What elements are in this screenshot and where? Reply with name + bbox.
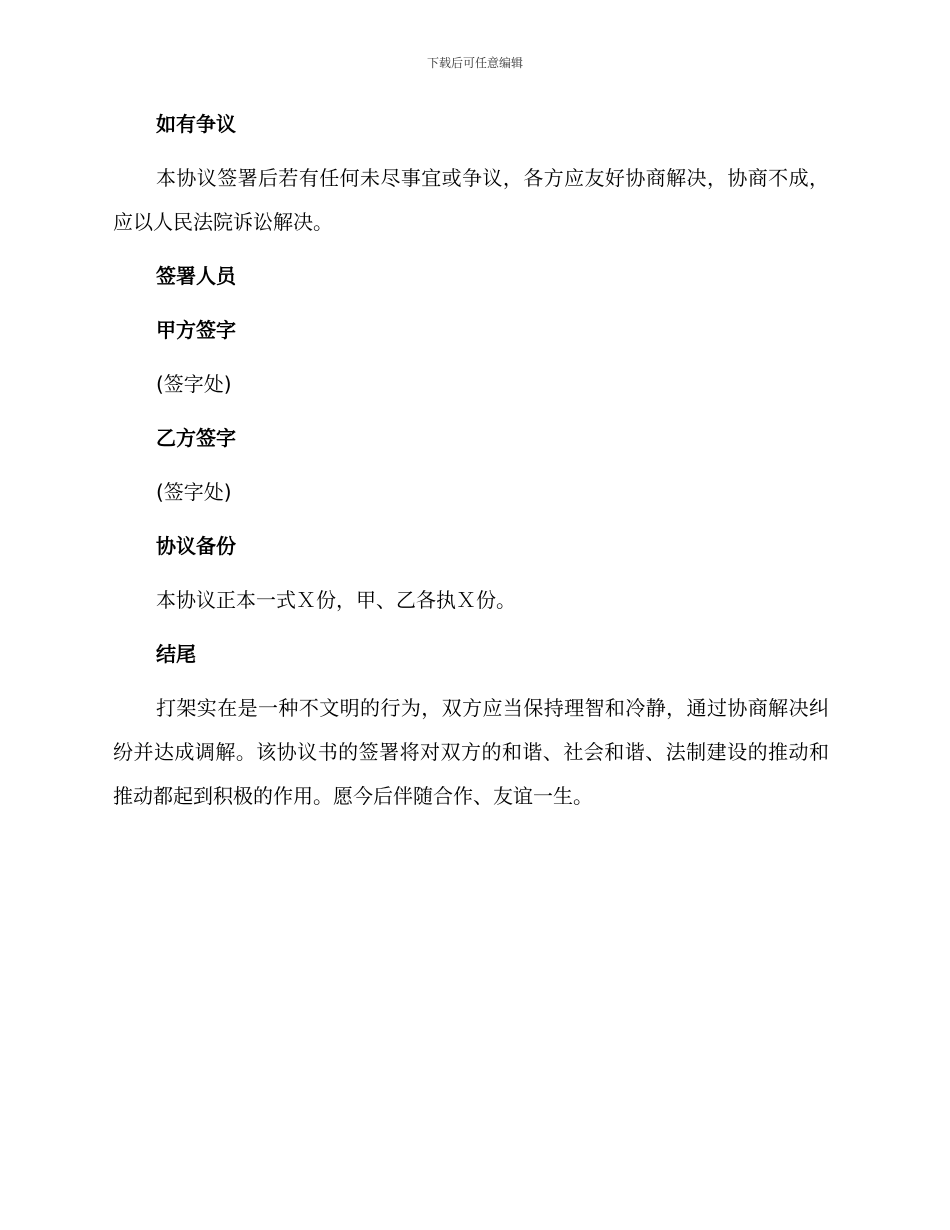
- section-heading-ending: 结尾: [156, 642, 196, 666]
- signature-placeholder-party-b: (签字处): [156, 480, 232, 504]
- section-heading-party-b: 乙方签字: [156, 426, 236, 450]
- paragraph-backup: 本协议正本一式Ｘ份，甲、乙各执Ｘ份。: [156, 588, 516, 612]
- section-heading-dispute: 如有争议: [156, 112, 236, 136]
- section-heading-party-a: 甲方签字: [156, 318, 236, 342]
- section-heading-backup: 协议备份: [156, 534, 236, 558]
- signature-placeholder-party-a: (签字处): [156, 372, 232, 396]
- paragraph-ending: 打架实在是一种不文明的行为，双方应当保持理智和冷静，通过协商解决纠纷并达成调解。该协议书的签署将对双方的和谐、社会和谐、法制建设的推动和推动都起到积极的作用。愿今后伴随合作、友谊一生。: [113, 696, 829, 808]
- document-body: [113, 108, 829, 834]
- section-heading-signatories: 签署人员: [156, 264, 236, 288]
- paragraph-dispute: 本协议签署后若有任何未尽事宜或争议，各方应友好协商解决，协商不成，应以人民法院诉讼解决。: [113, 166, 829, 234]
- page-header: 下载后可任意编辑: [426, 56, 523, 70]
